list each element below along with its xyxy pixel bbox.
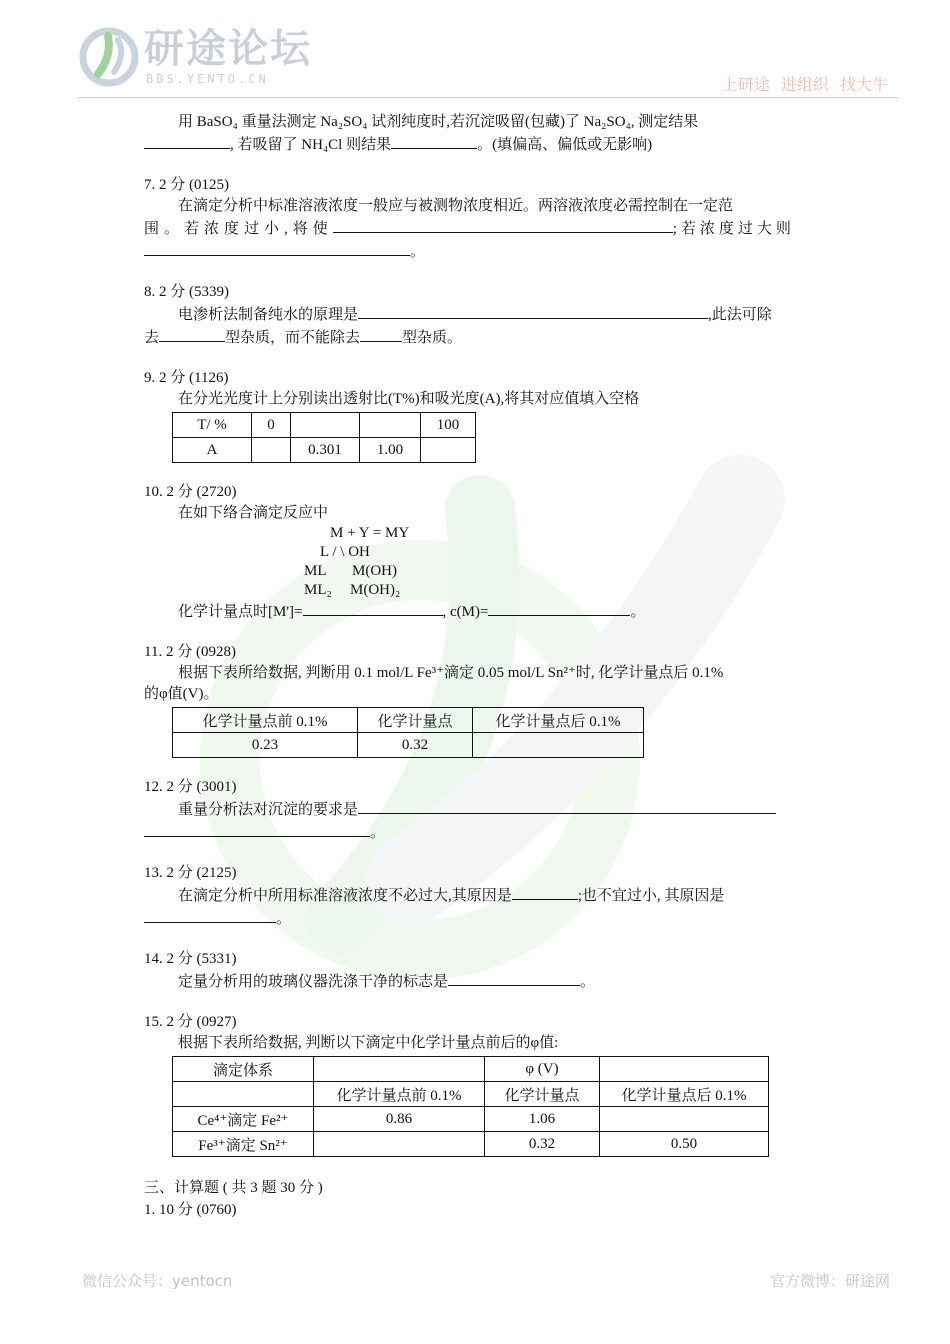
table-cell[interactable] [360, 413, 421, 438]
table-cell: Ce⁴⁺滴定 Fe²⁺ [173, 1107, 314, 1132]
answer-blank[interactable] [144, 821, 370, 837]
q10-ans-b: , c(M)= [442, 604, 489, 620]
table-cell: 0.50 [600, 1132, 769, 1157]
question-15 [144, 1012, 808, 1157]
table-header-cell: 化学计量点前 0.1% [314, 1082, 485, 1107]
section-title: 三、计算题 ( 共 3 题 30 分 ) [144, 1180, 323, 1196]
table-row [173, 413, 476, 438]
section-calculation [144, 1177, 808, 1221]
logo-mark-icon [78, 26, 140, 88]
table-cell: 0.23 [173, 733, 358, 758]
question-10 [144, 482, 808, 623]
table-cell: 0 [252, 413, 291, 438]
table-cell[interactable] [252, 438, 291, 463]
q9-table [172, 412, 476, 463]
table-header-cell: 滴定体系 [173, 1057, 314, 1082]
answer-blank[interactable] [512, 884, 578, 900]
reaction-ml2: ML₂ [304, 582, 332, 598]
table-cell[interactable] [421, 438, 476, 463]
logo [78, 24, 338, 90]
answer-blank[interactable] [448, 970, 580, 986]
answer-blank[interactable] [333, 217, 673, 233]
q14-text: 定量分析用的玻璃仪器洗涤干净的标志是 [178, 974, 449, 990]
table-row [173, 438, 476, 463]
table-cell: 0.32 [485, 1132, 600, 1157]
question-12 [144, 777, 808, 844]
table-cell [314, 1057, 485, 1082]
q15-text: 根据下表所给数据, 判断以下滴定中化学计量点前后的φ值: [178, 1035, 559, 1051]
question-9 [144, 368, 808, 463]
document-body [144, 112, 808, 1221]
intro-line2-mid: , 若吸留了 NH₄Cl 则结果 [230, 137, 392, 153]
question-7 [144, 175, 808, 263]
table-cell[interactable] [473, 733, 644, 758]
table-cell [600, 1057, 769, 1082]
question-13 [144, 863, 808, 930]
question-header: 15. 2 分 (0927) [144, 1014, 237, 1030]
q11-table [172, 707, 644, 758]
answer-blank[interactable] [391, 133, 477, 149]
table-cell: 0.32 [358, 733, 473, 758]
table-cell: 0.301 [291, 438, 360, 463]
logo-title: 研途论坛 [144, 26, 312, 72]
q8-line2a: 去 [144, 330, 160, 346]
question-header: 7. 2 分 (0125) [144, 177, 229, 193]
table-cell[interactable] [314, 1132, 485, 1157]
q11-line1: 根据下表所给数据, 判断用 0.1 mol/L Fe³⁺滴定 0.05 mol/L Sn²⁺时, 化学计量点后 0.1% [178, 665, 724, 681]
table-header-cell: 化学计量点后 0.1% [473, 708, 644, 733]
header-divider [78, 97, 898, 98]
question-header: 8. 2 分 (5339) [144, 284, 229, 300]
table-row [173, 1132, 769, 1157]
q11-line2: 的φ值(V)。 [144, 686, 219, 702]
question-header: 13. 2 分 (2125) [144, 865, 237, 881]
answer-blank[interactable] [144, 240, 410, 256]
q13-line1a: 在滴定分析中所用标准溶液浓度不必过大,其原因是 [178, 888, 512, 904]
intro-line1: 用 BaSO₄ 重量法测定 Na₂SO₄ 试剂纯度时,若沉淀吸留(包藏)了 Na₂SO₄, 测定结果 [178, 114, 699, 130]
q10-text: 在如下络合滴定反应中 [178, 505, 329, 521]
q10-ans-end: 。 [630, 604, 646, 620]
footer-wechat: 微信公众号：yentocn [82, 1272, 233, 1290]
table-cell [173, 1082, 314, 1107]
table-header-cell: 化学计量点 [358, 708, 473, 733]
q8-line1a: 电渗析法制备纯水的原理是 [178, 307, 359, 323]
q9-text: 在分光光度计上分别读出透射比(T%)和吸光度(A),将其对应值填入空格 [178, 391, 640, 407]
table-cell: 1.00 [360, 438, 421, 463]
table-row [173, 733, 644, 758]
answer-blank[interactable] [159, 326, 225, 342]
table-cell: Fe³⁺滴定 Sn²⁺ [173, 1132, 314, 1157]
table-cell: 0.86 [314, 1107, 485, 1132]
q8-line1b: ,此法可除 [708, 307, 772, 323]
answer-blank[interactable] [144, 907, 276, 923]
answer-blank[interactable] [303, 600, 443, 616]
q14-end: 。 [580, 974, 596, 990]
question-header: 10. 2 分 (2720) [144, 484, 237, 500]
q13-end: 。 [276, 911, 292, 927]
answer-blank[interactable] [358, 303, 708, 319]
q15-table [172, 1056, 769, 1157]
q8-line2b: 型杂质，而不能除去 [225, 330, 361, 346]
intro-question [144, 112, 808, 156]
reaction-moh: M(OH) [352, 563, 397, 579]
answer-blank[interactable] [360, 326, 402, 342]
q10-ans-a: 化学计量点时[M']= [178, 604, 303, 620]
table-row [173, 708, 644, 733]
reaction-line2: L / \ OH [320, 544, 370, 560]
table-cell: 100 [421, 413, 476, 438]
table-cell: A [173, 438, 252, 463]
table-cell: T/ % [173, 413, 252, 438]
table-header-cell: 化学计量点前 0.1% [173, 708, 358, 733]
question-header: 12. 2 分 (3001) [144, 779, 237, 795]
question-header: 11. 2 分 (0928) [144, 644, 236, 660]
logo-subtitle: BBS.YENTO.CN [146, 72, 269, 86]
reaction-moh2: M(OH)₂ [350, 582, 401, 598]
q12-end: 。 [370, 825, 386, 841]
table-cell: 1.06 [485, 1107, 600, 1132]
reaction-line1: M + Y = MY [330, 525, 410, 541]
footer-weibo: 官方微博：研途网 [769, 1272, 890, 1290]
intro-line2-end: 。(填偏高、偏低或无影响) [477, 137, 653, 153]
q12-text: 重量分析法对沉淀的要求是 [178, 802, 359, 818]
q7-line1: 在滴定分析中标准溶液浓度一般应与被测物浓度相近。两溶液浓度必需控制在一定范 [178, 198, 734, 214]
question-14 [144, 949, 808, 993]
reaction-ml: ML [304, 563, 327, 579]
q13-line1b: ;也不宜过小, 其原因是 [577, 888, 725, 904]
question-11 [144, 642, 808, 758]
header-slogan: 上研途 进组织 找大牛 [721, 75, 888, 94]
q7-line2a: 围。若浓度过小,将使 [144, 221, 333, 237]
table-row [173, 1057, 769, 1082]
question-8 [144, 282, 808, 349]
q8-line2c: 型杂质。 [402, 330, 463, 346]
question-header: 9. 2 分 (1126) [144, 370, 229, 386]
answer-blank[interactable] [358, 798, 776, 814]
table-header-cell: 化学计量点后 0.1% [600, 1082, 769, 1107]
table-row [173, 1107, 769, 1132]
table-header-cell: 化学计量点 [485, 1082, 600, 1107]
table-cell[interactable] [600, 1107, 769, 1132]
q7-line2b: ;若浓度过大则 [672, 221, 795, 237]
answer-blank[interactable] [488, 600, 630, 616]
table-cell[interactable] [291, 413, 360, 438]
section-item: 1. 10 分 (0760) [144, 1202, 237, 1218]
page-header [0, 0, 950, 100]
table-header-cell: φ (V) [485, 1057, 600, 1082]
answer-blank[interactable] [144, 133, 230, 149]
q7-line3-end: 。 [410, 244, 426, 260]
question-header: 14. 2 分 (5331) [144, 951, 237, 967]
table-row [173, 1082, 769, 1107]
